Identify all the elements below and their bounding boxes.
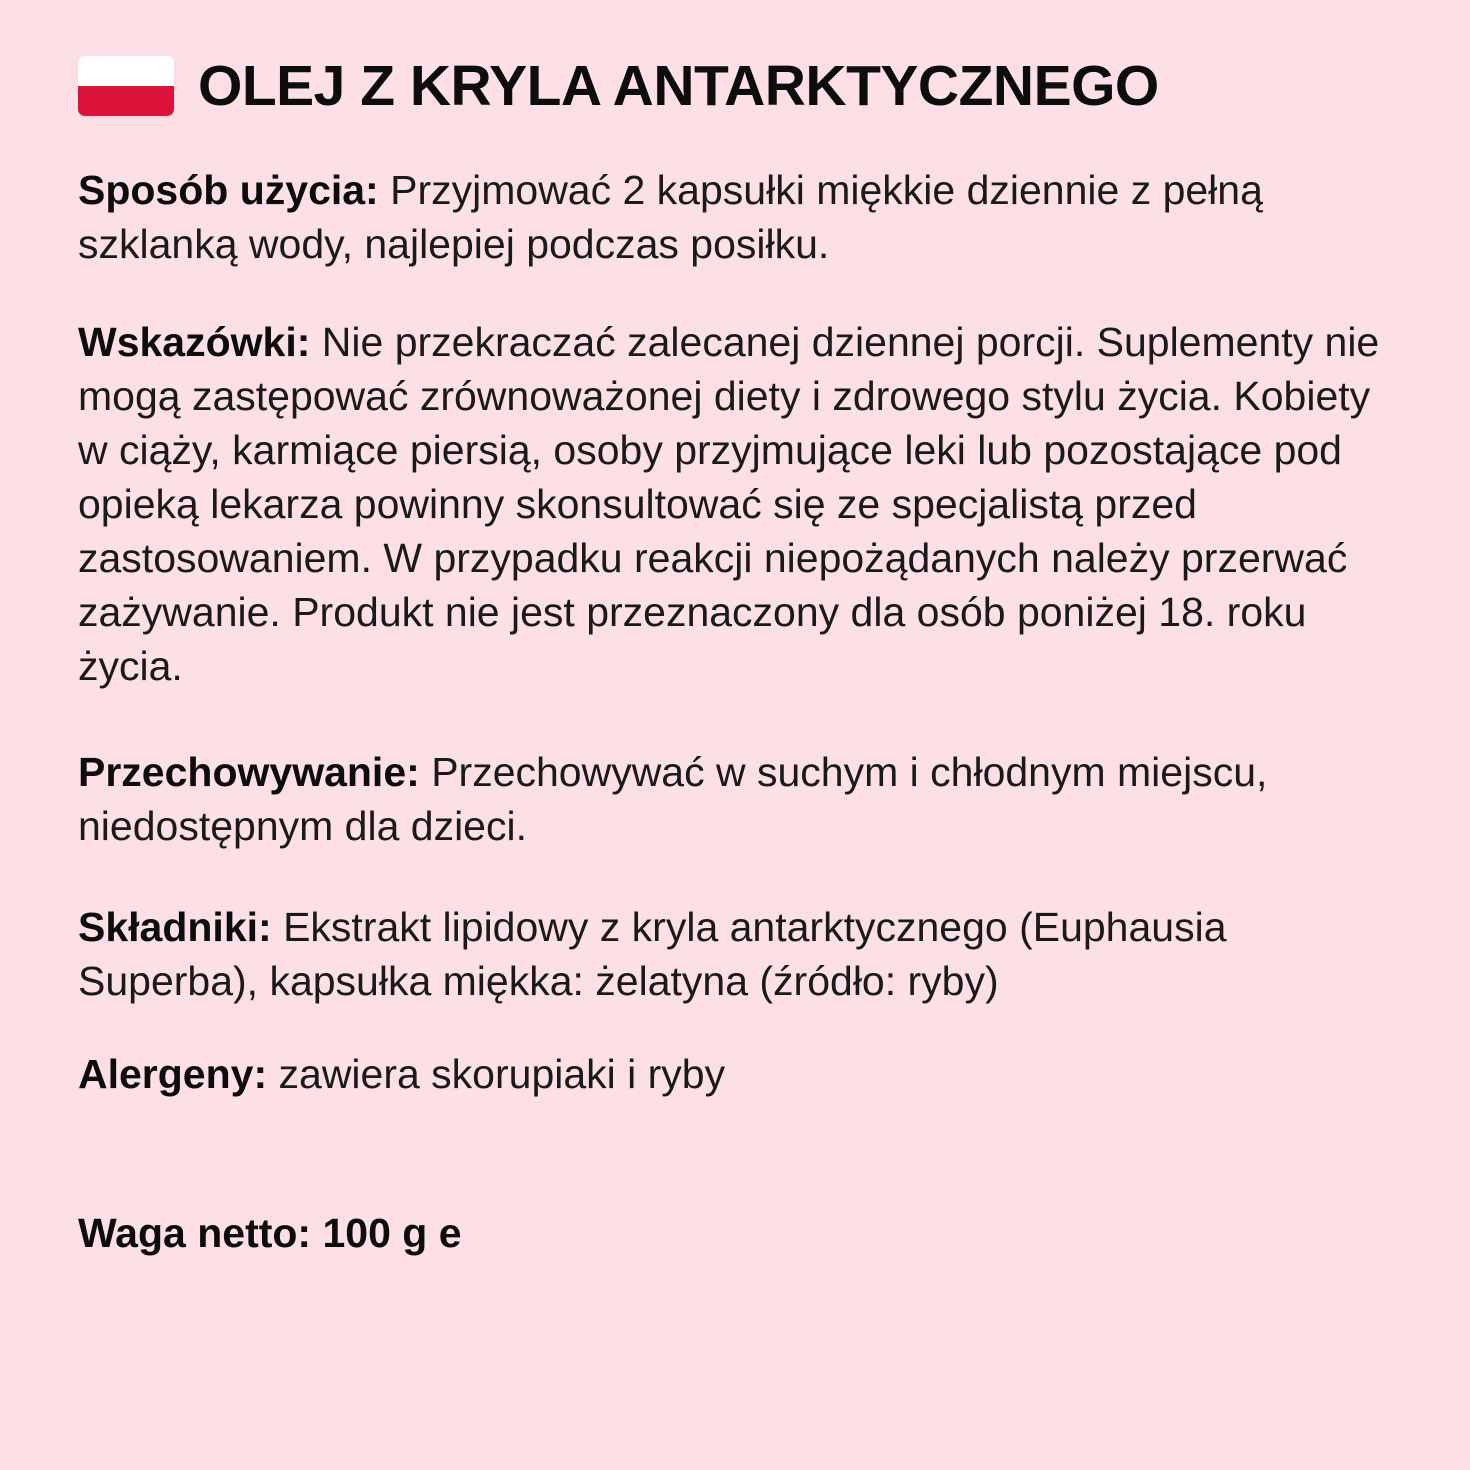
poland-flag-icon [78, 56, 174, 116]
storage-text: Przechowywać w suchym i chłodnym miejscu, niedostępnym dla dzieci. [78, 749, 1268, 849]
storage-label: Przechowywanie: [78, 749, 420, 795]
ingredients-text: Ekstrakt lipidowy z kryla antarktycznego (Euphausia Superba), kapsułka miękka: żelatyna (źródło: ryby) [78, 904, 1227, 1004]
net-weight: Waga netto: 100 g e [78, 1210, 462, 1256]
storage-section [78, 745, 1398, 853]
ingredients-label: Składniki: [78, 904, 272, 950]
usage-section [78, 163, 1398, 271]
ingredients-section [78, 900, 1398, 1008]
flag-white-stripe [78, 56, 174, 86]
allergens-label: Alergeny: [78, 1051, 268, 1097]
allergens-text: zawiera skorupiaki i ryby [278, 1051, 726, 1097]
header [78, 50, 1159, 122]
flag-red-stripe [78, 86, 174, 116]
usage-label: Sposób użycia: [78, 167, 379, 213]
allergens-section [78, 1047, 1398, 1101]
tips-section [78, 315, 1398, 693]
tips-label: Wskazówki: [78, 319, 311, 365]
tips-text: Nie przekraczać zalecanej dziennej porcji. Suplementy nie mogą zastępować zrównoważonej diety i zdrowego stylu życia. Kobiety w ciąży, karmiące piersią, osoby przyjmujące leki lub pozostające pod opieką lekarza powinny skonsultować się ze specjalistą przed zastosowaniem. W przypadku reakcji niepożądanych należy przerwać zażywanie. Produkt nie jest przeznaczony dla osób poniżej 18. roku życia. [78, 319, 1380, 689]
page-title: OLEJ Z KRYLA ANTARKTYCZNEGO [198, 54, 1159, 118]
usage-text: Przyjmować 2 kapsułki miękkie dziennie z pełną szklanką wody, najlepiej podczas posiłku. [78, 167, 1263, 267]
